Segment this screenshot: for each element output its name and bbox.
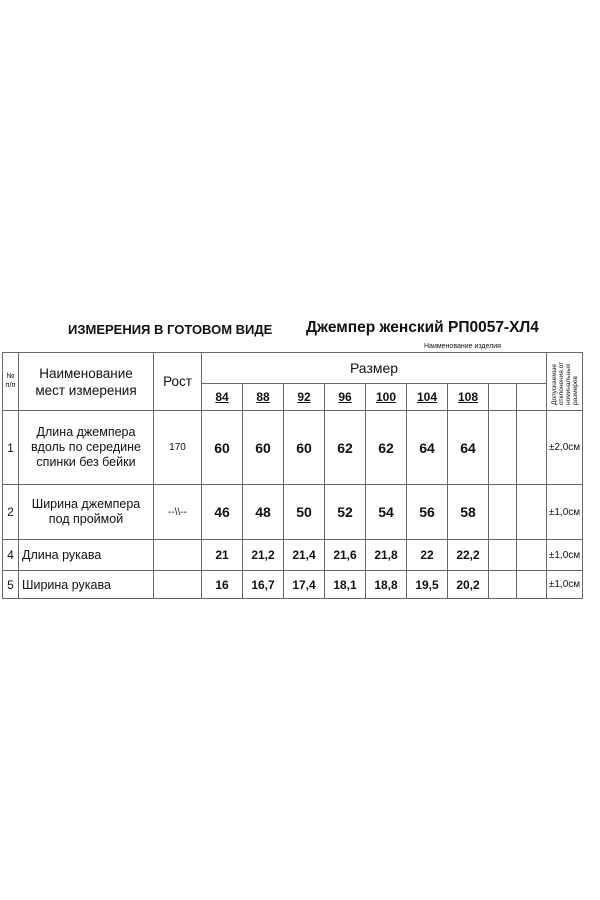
empty-cell [517, 384, 547, 411]
row-value: 21,4 [284, 540, 325, 571]
col-size-header: Размер [202, 353, 547, 384]
row-height: --\\-- [154, 485, 202, 540]
row-value: 62 [325, 411, 366, 485]
row-value: 58 [448, 485, 489, 540]
row-value: 50 [284, 485, 325, 540]
row-name: Длина рукава [19, 540, 154, 571]
row-value: 18,8 [366, 571, 407, 599]
table-row [3, 411, 583, 485]
row-value: 52 [325, 485, 366, 540]
col-no-header: № п/п [3, 353, 19, 411]
col-name-header: Наименование мест измерения [19, 353, 154, 411]
measurement-sheet [0, 316, 600, 592]
row-value: 64 [448, 411, 489, 485]
empty-cell [489, 384, 517, 411]
col-tolerance-header: Допускаемые отклонения от номинальных размеров [547, 353, 583, 411]
row-value: 22 [407, 540, 448, 571]
row-no: 1 [3, 411, 19, 485]
product-name: Джемпер женский РП0057-ХЛ4 [306, 319, 539, 336]
row-value: 60 [243, 411, 284, 485]
row-value: 21,2 [243, 540, 284, 571]
row-name: Ширина джемпера под проймой [19, 485, 154, 540]
measurement-table [2, 352, 583, 599]
empty-cell [489, 485, 517, 540]
sheet-title: ИЗМЕРЕНИЯ В ГОТОВОМ ВИДЕ [68, 322, 273, 337]
row-height [154, 571, 202, 599]
row-value: 56 [407, 485, 448, 540]
row-no: 2 [3, 485, 19, 540]
row-no: 5 [3, 571, 19, 599]
table-row [3, 485, 583, 540]
empty-cell [489, 411, 517, 485]
row-value: 64 [407, 411, 448, 485]
size-col: 88 [243, 384, 284, 411]
size-col: 96 [325, 384, 366, 411]
row-value: 19,5 [407, 571, 448, 599]
row-value: 60 [284, 411, 325, 485]
row-tolerance: ±2,0см [547, 411, 583, 485]
size-col: 108 [448, 384, 489, 411]
size-col: 84 [202, 384, 243, 411]
empty-cell [517, 485, 547, 540]
row-value: 17,4 [284, 571, 325, 599]
row-value: 16 [202, 571, 243, 599]
row-value: 18,1 [325, 571, 366, 599]
empty-cell [489, 540, 517, 571]
row-value: 21,8 [366, 540, 407, 571]
empty-cell [517, 540, 547, 571]
row-value: 46 [202, 485, 243, 540]
row-value: 20,2 [448, 571, 489, 599]
row-value: 60 [202, 411, 243, 485]
row-value: 22,2 [448, 540, 489, 571]
row-tolerance: ±1,0см [547, 540, 583, 571]
table-row [3, 540, 583, 571]
row-value: 54 [366, 485, 407, 540]
size-col: 92 [284, 384, 325, 411]
row-value: 21,6 [325, 540, 366, 571]
empty-cell [517, 571, 547, 599]
row-tolerance: ±1,0см [547, 571, 583, 599]
size-col: 100 [366, 384, 407, 411]
row-name: Длина джемпера вдоль по середине спинки без бейки [19, 411, 154, 485]
row-height [154, 540, 202, 571]
row-value: 62 [366, 411, 407, 485]
row-tolerance: ±1,0см [547, 485, 583, 540]
row-value: 16,7 [243, 571, 284, 599]
row-value: 21 [202, 540, 243, 571]
header-row-size [3, 353, 583, 384]
empty-cell [489, 571, 517, 599]
row-name: Ширина рукава [19, 571, 154, 599]
table-row [3, 571, 583, 599]
empty-cell [517, 411, 547, 485]
product-caption: Наименование изделия [424, 343, 501, 350]
col-height-header: Рост [154, 353, 202, 411]
row-value: 48 [243, 485, 284, 540]
size-col: 104 [407, 384, 448, 411]
row-no: 4 [3, 540, 19, 571]
row-height: 170 [154, 411, 202, 485]
